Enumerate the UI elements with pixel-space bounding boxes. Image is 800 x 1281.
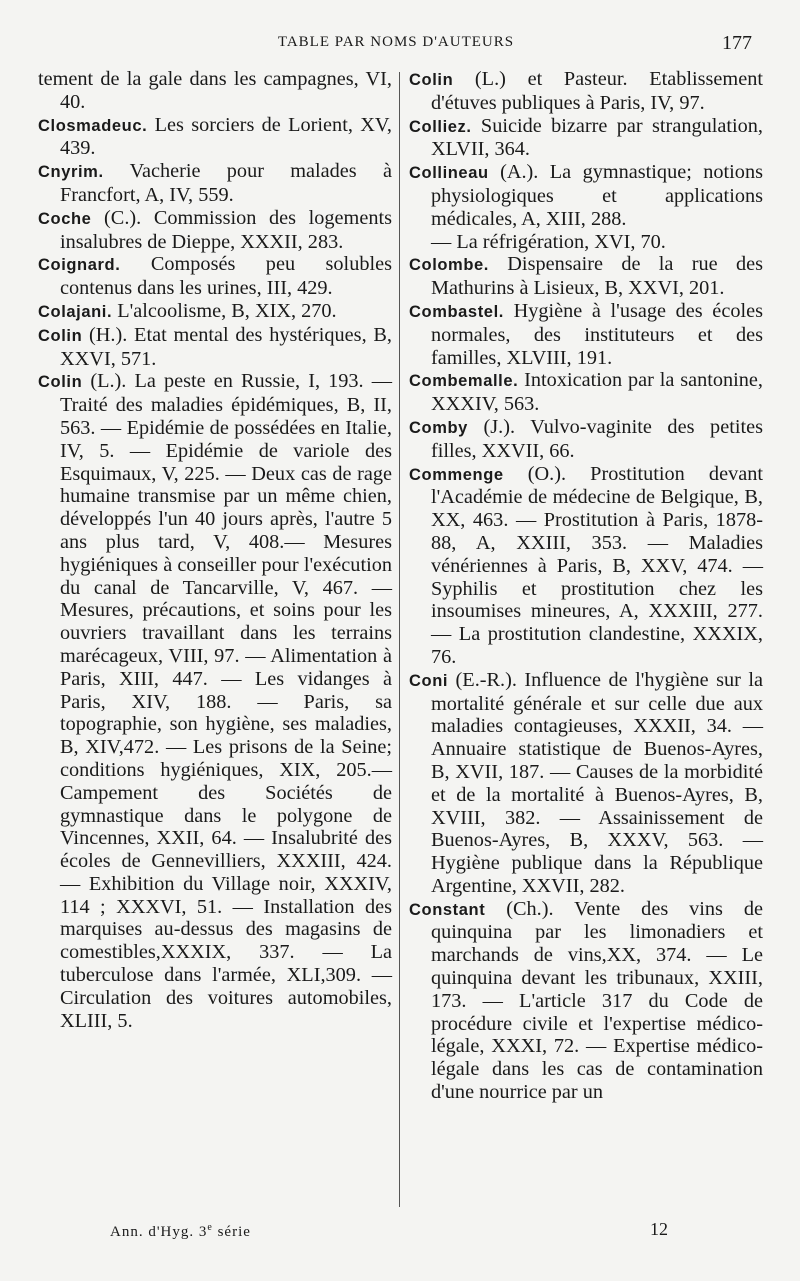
entry-text: Hygiène à l'usage des écoles normales, des instituteurs et des familles, XLVIII, 191. bbox=[431, 299, 763, 369]
entry-text: — La réfrigération, XVI, 70. bbox=[431, 230, 666, 253]
author-name: Combastel. bbox=[409, 302, 504, 321]
entry-text: tement de la gale dans les campagnes, VI, 40. bbox=[38, 68, 392, 113]
author-name: Colin bbox=[38, 326, 83, 345]
entry-text: (E.-R.). Influence de l'hygiène sur la mortalité générale et sur celle due aux maladies contagieuses, XXXII, 34. — Annuaire statistique de Buenos-Ayres, B, XVII, 187. — Causes de la morbidité et de la mortalité à Buenos-Ayres, B, XVIII, 382. — Assainissement de Buenos-Ayres, B, XXXV, 563. — Hygiène publique dans la République Argentine, XXVII, 282. bbox=[431, 668, 763, 897]
index-entry bbox=[38, 370, 392, 1032]
entry-text: (L.). La peste en Russie, I, 193. — Traité des maladies épidémiques, B, II, 563. — Epidémie de possédées en Italie, IV, 5. — Epidémie de variole des Esquimaux, V, 225. — Deux cas de rage humaine transmise par un même chien, développés l'un 40 jours après, l'autre 5 ans plus tard, V, 408.— Mesures hygiéniques à conseiller pour l'exécution du canal de Tancarville, V, 467. — Mesures, précautions, et soins pour les ouvriers travaillant dans les terrains marécageux, VIII, 97. — Alimentation à Paris, XIII, 447. — Les vidanges à Paris, XIV, 188. — Paris, sa topographie, son hygiène, ses maladies, B, XIV,472. — Les prisons de la Seine; conditions hygiéniques, XIX, 205.— Campement des Sociétés de gymnastique dans le polygone de Vincennes, XXII, 64. — Insalubrité des écoles de Gennevilliers, XXXIII, 424. — Exhibition du Village noir, XXXIV, 114 ; XXXVI, 51. — Installation des marquises au-dessus des magasins de comestibles,XXXIX, 337. — La tuberculose dans l'armée, XLI,309. — Circulation des voitures automobiles, XLIII, 5. bbox=[60, 370, 392, 1032]
entry-text: (A.). La gymnastique; notions physiologiques et applications médicales, A, XIII, 288. bbox=[431, 161, 763, 230]
author-name: Colajani. bbox=[38, 302, 113, 321]
index-entry bbox=[409, 115, 763, 162]
index-entry bbox=[409, 369, 763, 416]
index-entry bbox=[409, 300, 763, 369]
page-header bbox=[40, 34, 752, 56]
author-name: Comby bbox=[409, 418, 468, 437]
index-entry bbox=[409, 416, 763, 463]
index-entry bbox=[38, 300, 392, 324]
author-name: Cnyrim. bbox=[38, 163, 104, 182]
signature-text: Ann. d'Hyg. 3 bbox=[110, 1224, 208, 1240]
author-name: Colliez. bbox=[409, 117, 472, 136]
signature-superscript: e bbox=[207, 1222, 213, 1233]
entry-text: (C.). Commission des logements insalubres de Dieppe, XXXII, 283. bbox=[60, 206, 392, 253]
index-entry bbox=[409, 898, 763, 1104]
author-name: Colombe. bbox=[409, 256, 489, 275]
author-name: Collineau bbox=[409, 164, 489, 183]
page-footer bbox=[110, 1219, 668, 1246]
index-entry bbox=[409, 253, 763, 300]
index-entry bbox=[38, 324, 392, 371]
signature-mark bbox=[110, 1222, 251, 1241]
column-divider bbox=[399, 72, 400, 1207]
entry-text: Intoxication par la santonine, XXXIV, 563. bbox=[431, 369, 763, 416]
author-name: Coignard. bbox=[38, 256, 121, 275]
entry-text: L'alcoolisme, B, XIX, 270. bbox=[112, 299, 337, 322]
entry-text: (J.). Vulvo-vaginite des petites filles, XXVII, 66. bbox=[431, 415, 763, 462]
index-entry bbox=[38, 253, 392, 300]
right-column bbox=[409, 68, 763, 1104]
author-name: Colin bbox=[38, 373, 83, 392]
left-column bbox=[38, 68, 392, 1032]
entry-text: Suicide bizarre par strangulation, XLVII, 364. bbox=[431, 114, 763, 161]
entry-text: Vacherie pour malades à Francfort, A, IV, 559. bbox=[60, 160, 392, 206]
author-name: Colin bbox=[409, 71, 454, 89]
index-entry bbox=[409, 161, 763, 230]
index-entry bbox=[409, 231, 763, 254]
entry-text: Les sorciers de Lorient, XV, 439. bbox=[60, 113, 392, 160]
index-entry bbox=[38, 114, 392, 161]
index-entry bbox=[38, 68, 392, 114]
author-name: Coni bbox=[409, 671, 449, 690]
entry-text: Dispensaire de la rue des Mathurins à Lisieux, B, XXVI, 201. bbox=[431, 253, 763, 300]
index-entry bbox=[409, 669, 763, 898]
author-name: Coche bbox=[38, 209, 92, 228]
entry-text: (L.) et Pasteur. Etablissement d'étuves publiques à Paris, IV, 97. bbox=[431, 68, 763, 114]
page-number: 177 bbox=[722, 32, 752, 54]
index-entry bbox=[409, 463, 763, 669]
sheet-number: 12 bbox=[650, 1219, 668, 1239]
entry-text: (Ch.). Vente des vins de quinquina par les limonadiers et marchands de vins,XX, 374. — Le quinquina devant les tribunaux, XXIII, 173. — L'article 317 du Code de procédure civile et l'expertise médico-légale, XXXI, 72. — Expertise médico-légale dans les cas de contamination d'une nourrice par un bbox=[431, 897, 763, 1104]
author-name: Constant bbox=[409, 900, 486, 919]
entry-text: (O.). Prostitution devant l'Académie de médecine de Belgique, B, XX, 463. — Prostitution à Paris, 1878-88, A, XXIII, 353. — Maladies vénériennes à Paris, B, XXV, 474. — Syphilis et prostitution chez les insoumises mineures, A, XXXIII, 277. — La prostitution clandestine, XXXIX, 76. bbox=[431, 462, 763, 668]
author-name: Commenge bbox=[409, 465, 504, 484]
signature-tail: série bbox=[212, 1224, 251, 1240]
author-name: Closmadeuc. bbox=[38, 116, 148, 135]
entry-text: Composés peu solubles contenus dans les urines, III, 429. bbox=[60, 253, 392, 300]
index-entry bbox=[38, 160, 392, 207]
author-name: Combemalle. bbox=[409, 372, 519, 391]
entry-text: (H.). Etat mental des hystériques, B, XXVI, 571. bbox=[60, 323, 392, 370]
index-entry bbox=[409, 68, 763, 115]
running-title: TABLE PAR NOMS D'AUTEURS bbox=[277, 34, 515, 50]
index-entry bbox=[38, 207, 392, 254]
